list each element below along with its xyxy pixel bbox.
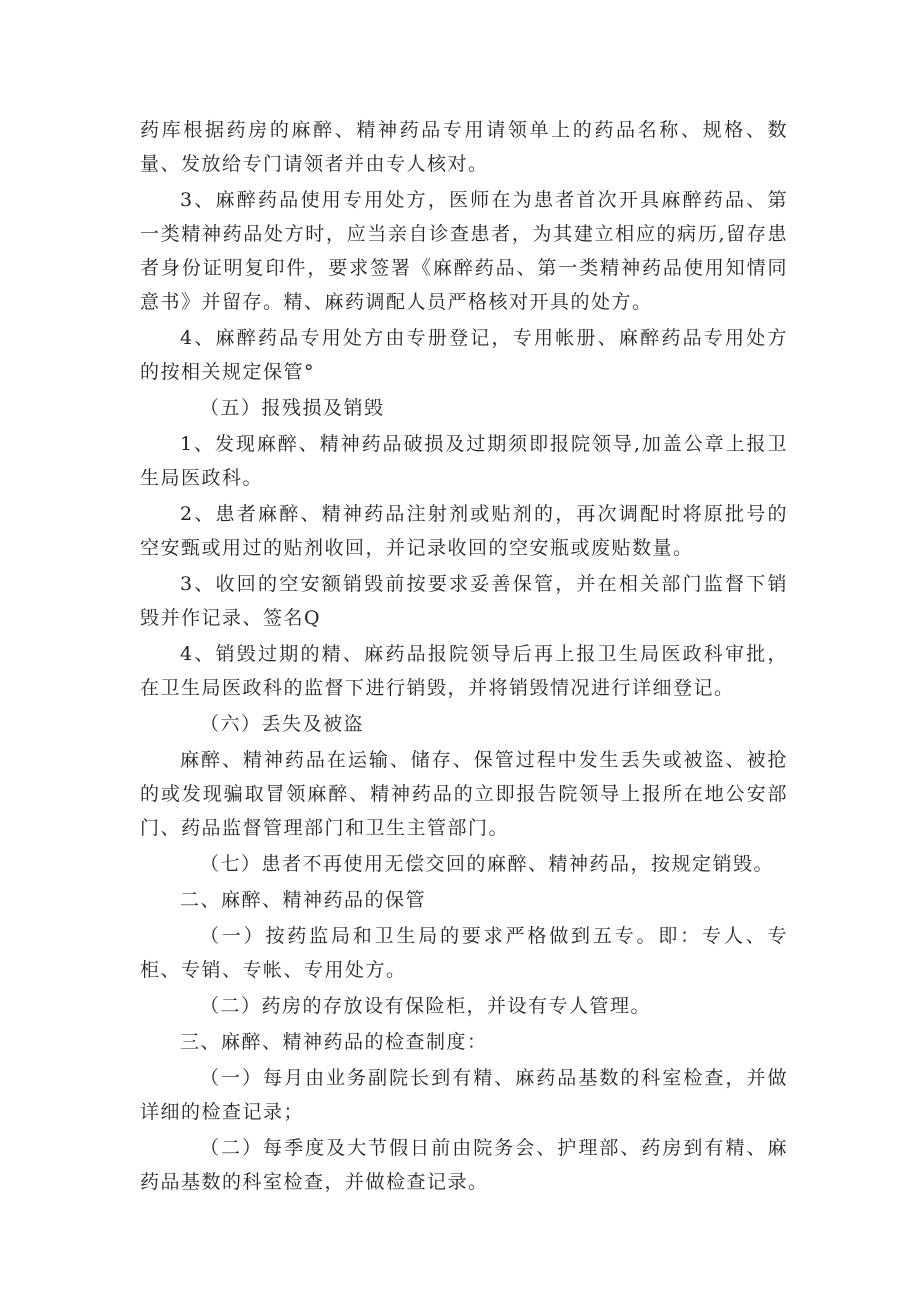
paragraph-1: 药库根据药房的麻醉、精神药品专用请领单上的药品名称、规格、数量、发放给专门请领者并由专人核对。 bbox=[140, 119, 788, 175]
section-heading-5: （五）报残损及销毁 bbox=[200, 397, 385, 419]
section-heading-7: （七）患者不再使用无偿交回的麻醉、精神药品，按规定销毁。 bbox=[200, 853, 775, 875]
paragraph-5: 1、发现麻醉、精神药品破损及过期须即报院领导,加盖公章上报卫生局医政科。 bbox=[140, 433, 788, 489]
paragraph-2: 3、麻醉药品使用专用处方，医师在为患者首次开具麻醉药品、第一类精神药品处方时，应当亲自诊查患者，为其建立相应的病历,留存患者身份证明复印件，要求签署《麻醉药品、第一类精神药品使用知情同意书》并留存。精、麻药调配人员严格核对开具的处方。 bbox=[140, 189, 788, 313]
paragraph-3: 4、麻醉药品专用处方由专册登记，专用帐册、麻醉药品专用处方的按相关规定保管° bbox=[140, 327, 788, 383]
section-heading-2: 二、麻醉、精神药品的保管 bbox=[180, 889, 427, 911]
paragraph-10: 麻醉、精神药品在运输、储存、保管过程中发生丢失或被盗、被抢的或发现骗取冒领麻醉、精神药品的立即报告院领导上报所在地公安部门、药品监督管理部门和卫生主管部门。 bbox=[140, 749, 788, 839]
paragraph-17: （二）每季度及大节假日前由院务会、护理部、药房到有精、麻药品基数的科室检查，并做检查记录。 bbox=[140, 1137, 788, 1193]
paragraph-8: 4、销毁过期的精、麻药品报院领导后再上报卫生局医政科审批，在卫生局医政科的监督下进行销毁，并将销毁情况进行详细登记。 bbox=[140, 643, 788, 699]
section-heading-3: 三、麻醉、精神药品的检查制度： bbox=[180, 1031, 488, 1053]
paragraph-14: （二）药房的存放设有保险柜，并设有专人管理。 bbox=[200, 995, 652, 1017]
paragraph-6: 2、患者麻醉、精神药品注射剂或贴剂的，再次调配时将原批号的空安甄或用过的贴剂收回，并记录收回的空安瓶或废贴数量。 bbox=[140, 503, 788, 559]
paragraph-13: （一）按药监局和卫生局的要求严格做到五专。即：专人、专柜、专销、专帐、专用处方。 bbox=[140, 925, 788, 981]
paragraph-16: （一）每月由业务副院长到有精、麻药品基数的科室检查，并做详细的检查记录； bbox=[140, 1067, 788, 1123]
section-heading-6: （六）丢失及被盗 bbox=[200, 713, 365, 735]
paragraph-7: 3、收回的空安额销毁前按要求妥善保管，并在相关部门监督下销毁并作记录、签名Q bbox=[140, 573, 788, 629]
